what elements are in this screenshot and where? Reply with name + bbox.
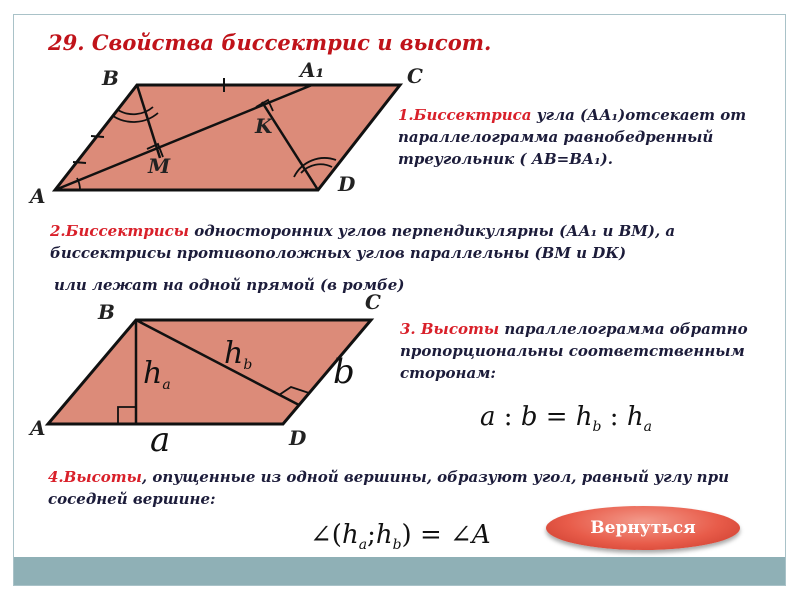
formula-angle: $\angle(h_a;h_b)$ = ∠A [310, 520, 491, 553]
label-B: B [102, 66, 119, 90]
property-4 [48, 466, 768, 510]
property-1-text: угла (АА₁)отсекает от параллелограмма равнобедренный треугольник ( АВ=ВА₁). [398, 106, 747, 168]
label-C: C [407, 64, 423, 88]
label-A2: A [30, 416, 46, 440]
label-K: K [255, 114, 273, 138]
property-3 [400, 318, 770, 384]
label-A: A [30, 184, 46, 208]
property-3-text: параллелограмма обратно пропорциональны соответственным сторонам: [400, 320, 748, 382]
property-1-keyword: 1.Биссектриса [398, 106, 532, 124]
property-4-keyword: 4.Высоты [48, 468, 142, 486]
label-side-a: a [150, 420, 171, 460]
label-C2: C [365, 290, 381, 314]
label-side-b: b [333, 352, 355, 392]
property-2-text: односторонних углов перпендикулярны (АА₁ и ВМ), а биссектрисы противоположных углов параллельны (ВМ и DК) [50, 222, 676, 262]
label-M: M [148, 154, 171, 178]
label-D: D [338, 172, 356, 196]
label-B2: B [98, 300, 115, 324]
property-3-keyword: 3. Высоты [400, 320, 500, 338]
property-4-text: , опущенные из одной вершины, образуют угол, равный углу при соседней вершине: [48, 468, 729, 508]
label-A1: A₁ [300, 58, 325, 82]
property-2-keyword: 2.Биссектрисы [50, 222, 190, 240]
page-title: 29. Свойства биссектрис и высот. [48, 30, 492, 55]
label-ha: $h_a$ [143, 356, 171, 393]
label-hb: $h_b$ [224, 336, 253, 373]
property-2-line3: или лежат на одной прямой (в ромбе) [54, 276, 405, 294]
label-D2: D [289, 426, 307, 450]
parallelogram-2 [48, 320, 371, 424]
formula-ratio: a : $b = h_b$ : $h_a$ [480, 402, 652, 435]
return-button[interactable]: Вернуться [546, 506, 740, 550]
